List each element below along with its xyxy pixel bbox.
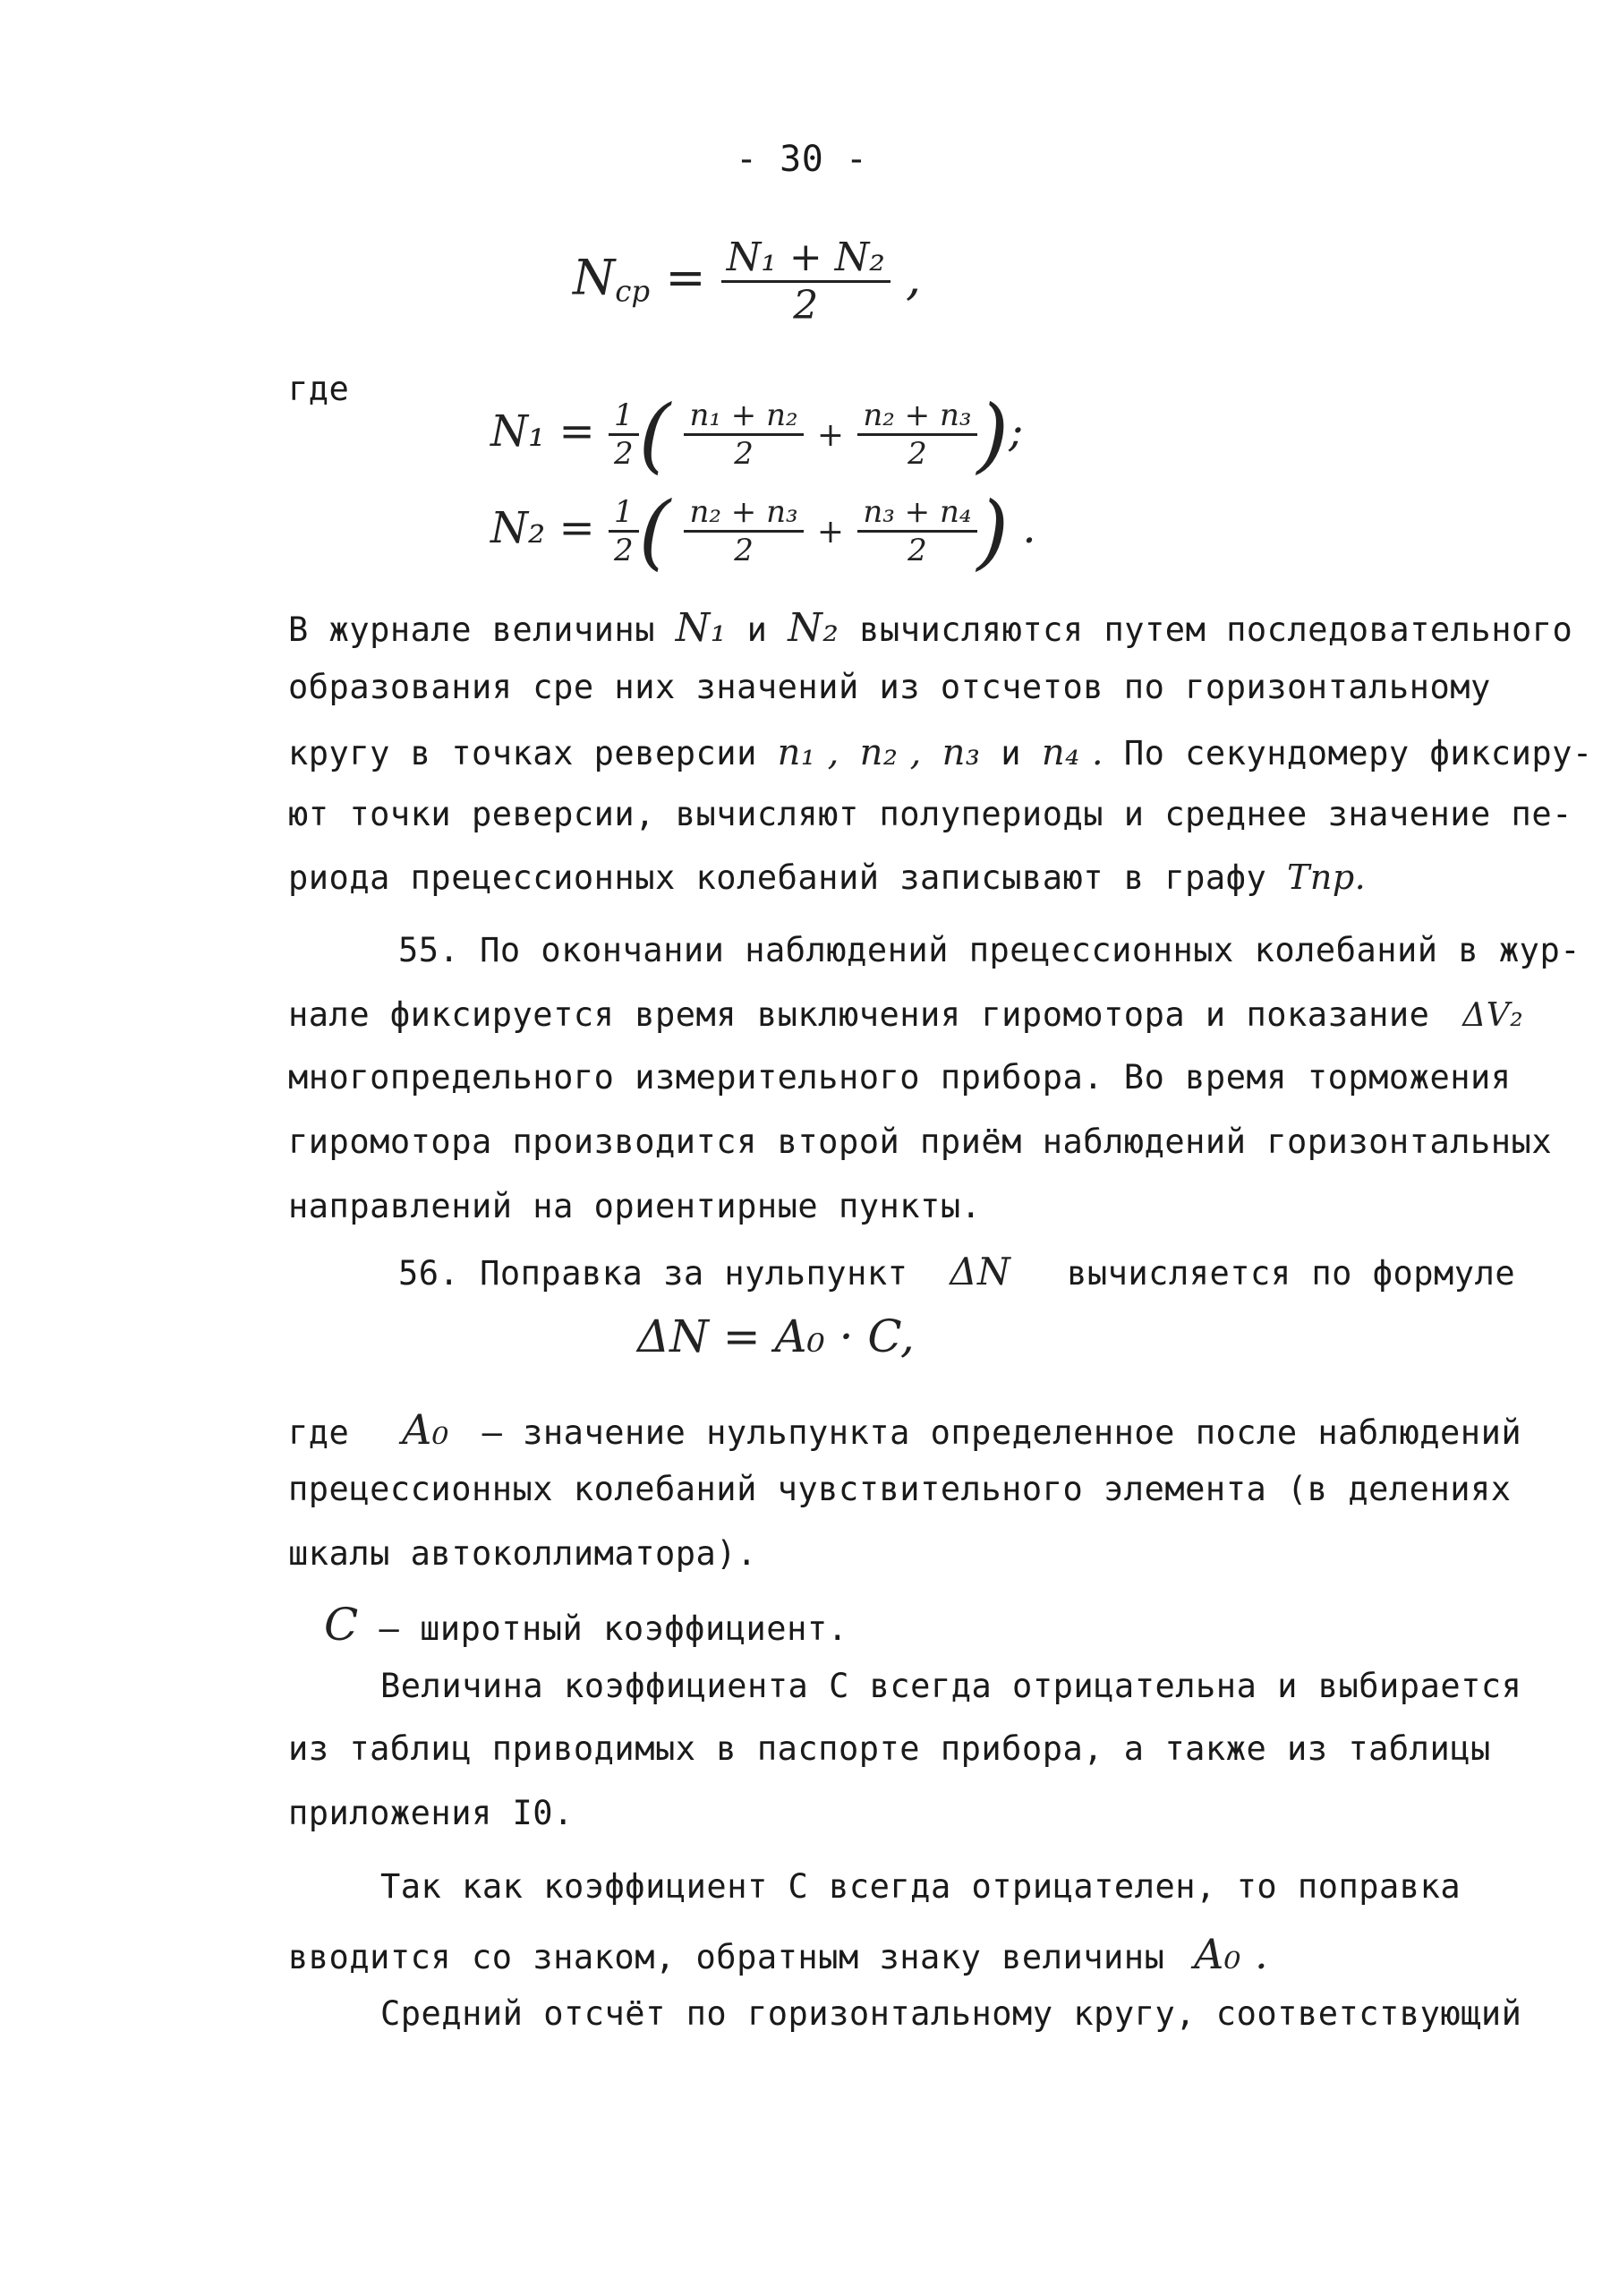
last-line: Средний отсчёт по горизонтальному кругу, соответствующий bbox=[380, 1994, 1522, 2033]
where-a0-line3: шкалы автоколлиматора). bbox=[288, 1534, 757, 1573]
coef-line1: Величина коэффициента С всегда отрицательна и выбирается bbox=[380, 1667, 1522, 1705]
para1-line4: ют точки реверсии, вычисляют полупериоды и среднее значение пе- bbox=[288, 795, 1572, 833]
sign-line2: вводится со знаком, обратным знаку величины A₀ . bbox=[288, 1930, 1269, 1978]
para56-line1: 56. Поправка за нульпункт ΔN вычисляется по формуле bbox=[398, 1250, 1516, 1293]
para55-line2: нале фиксируется время выключения гиромотора и показание ΔV₂ bbox=[288, 995, 1524, 1034]
coef-line2: из таблиц приводимых в паспорте прибора, а также из таблицы bbox=[288, 1729, 1491, 1768]
para1-line1: В журнале величины N₁ и N₂ вычисляются путем последовательного bbox=[288, 605, 1573, 651]
sign-line1: Так как коэффициент С всегда отрицателен, то поправка bbox=[380, 1867, 1461, 1906]
page-number: - 30 - bbox=[736, 139, 868, 180]
formula-n1: N₁ = $\frac{1}{2}$ ( $\frac{\text{n₁ + n₂}}{2}$ + $\frac{\text{n₂ + n₃}}{2}$ ); bbox=[490, 387, 1024, 482]
formula-mean: $N_{ср}$ = $\frac{\text{N₁ + N₂}}{2}$ , bbox=[573, 235, 922, 329]
para55-line4: гиромотора производится второй приём наблюдений горизонтальных bbox=[288, 1122, 1553, 1161]
coef-line3: приложения I0. bbox=[288, 1794, 574, 1832]
para55-line3: многопредельного измерительного прибора. Во время торможения bbox=[288, 1058, 1512, 1097]
formula-n2: N₂ = $\frac{1}{2}$ ( $\frac{\text{n₂ + n₃}}{2}$ + $\frac{\text{n₃ + n₄}}{2}$ ) . bbox=[490, 483, 1036, 579]
para1-line2: образования сре них значений из отсчетов по горизонтальному bbox=[288, 668, 1491, 706]
coef-c-definition: C – широтный коэффициент. bbox=[324, 1599, 848, 1651]
para1-line3: кругу в точках реверсии n₁ , n₂ , n₃ и n₄ . По секундомеру фиксиру- bbox=[288, 732, 1593, 773]
para55-line5: направлений на ориентирные пункты. bbox=[288, 1187, 982, 1225]
where-a0-line2: прецессионных колебаний чувствительного элемента (в делениях bbox=[288, 1470, 1512, 1508]
where-label: где bbox=[288, 370, 350, 408]
para1-line5: риода прецессионных колебаний записывают в графу Tпр. bbox=[288, 858, 1367, 897]
para55-line1: 55. По окончании наблюдений прецессионных колебаний в жур- bbox=[398, 931, 1581, 969]
where-a0-line1: где A₀ – значение нульпункта определенное после наблюдений bbox=[288, 1405, 1522, 1454]
formula-delta-n: ΔN = A₀ · C, bbox=[637, 1310, 915, 1362]
